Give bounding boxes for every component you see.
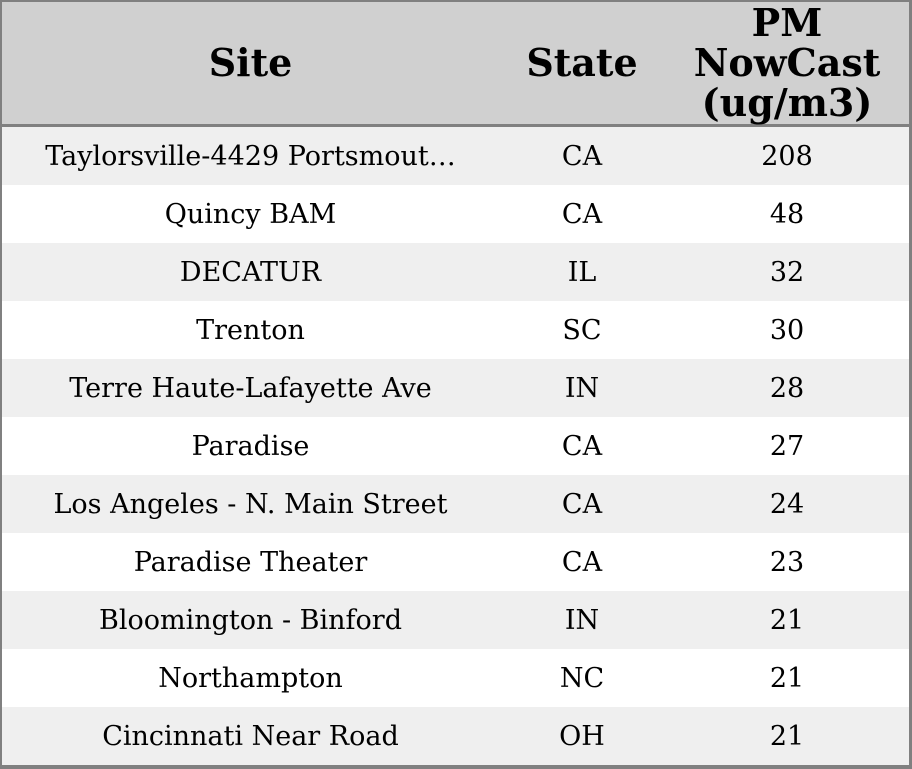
table-row [2, 591, 909, 649]
site-cell: Bloomington - Binford [99, 604, 402, 636]
column-header-site: Site [208, 40, 293, 86]
site-cell: Taylorsville-4429 Portsmout… [45, 140, 456, 172]
state-cell: CA [561, 546, 603, 578]
pm-nowcast-cell: 30 [769, 314, 805, 346]
state-cell: CA [561, 430, 603, 462]
table-body [2, 127, 909, 765]
pm-nowcast-cell: 48 [769, 198, 805, 230]
state-cell: IN [564, 604, 600, 636]
table-row [2, 243, 909, 301]
pm-nowcast-cell: 24 [769, 488, 805, 520]
pm-nowcast-cell: 21 [769, 604, 805, 636]
table-row [2, 359, 909, 417]
table-row [2, 533, 909, 591]
state-cell: IN [564, 372, 600, 404]
pm-nowcast-cell: 28 [769, 372, 805, 404]
state-cell: IL [567, 256, 597, 288]
site-cell: Los Angeles - N. Main Street [53, 488, 448, 520]
site-cell: Paradise Theater [133, 546, 368, 578]
pm-nowcast-cell: 27 [769, 430, 805, 462]
table-row [2, 301, 909, 359]
state-cell: SC [562, 314, 602, 346]
table-header-row [2, 2, 909, 127]
column-header-state: State [526, 40, 638, 86]
pm-nowcast-cell: 21 [769, 720, 805, 752]
pm-nowcast-cell: 21 [769, 662, 805, 694]
table-row [2, 649, 909, 707]
table-row [2, 127, 909, 185]
site-cell: Trenton [196, 314, 305, 346]
state-cell: NC [559, 662, 605, 694]
pm-nowcast-cell: 32 [769, 256, 805, 288]
site-cell: Northampton [158, 662, 343, 694]
state-cell: CA [561, 488, 603, 520]
pm-nowcast-cell: 23 [769, 546, 805, 578]
table-row [2, 185, 909, 243]
site-cell: Cincinnati Near Road [102, 720, 399, 752]
column-header-pm-nowcast: PM NowCast (ug/m3) [693, 0, 881, 125]
site-cell: Quincy BAM [164, 198, 337, 230]
pm-nowcast-cell: 208 [761, 140, 813, 172]
state-cell: CA [561, 198, 603, 230]
site-cell: DECATUR [179, 256, 322, 288]
site-cell: Paradise [191, 430, 310, 462]
site-cell: Terre Haute-Lafayette Ave [69, 372, 432, 404]
state-cell: OH [559, 720, 605, 752]
table-row [2, 417, 909, 475]
table-row [2, 707, 909, 765]
table-row [2, 475, 909, 533]
state-cell: CA [561, 140, 603, 172]
